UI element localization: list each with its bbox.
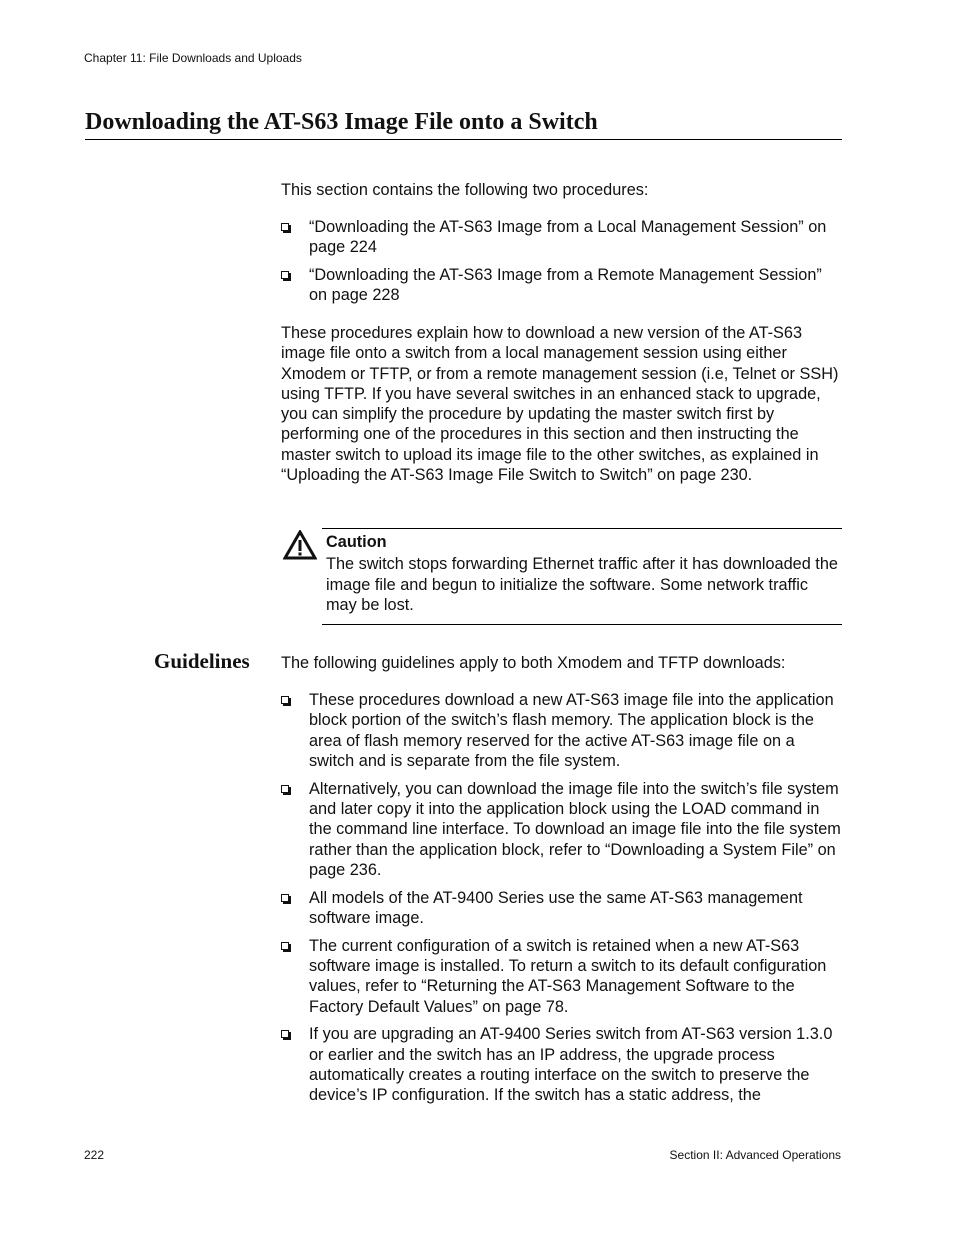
guideline-item-text: Alternatively, you can download the image file into the switch’s file system and later copy it into the application block using the LOAD command in the command line interface. To download an image file into the file system rather than the application block, refer to “Downloading a System File” on page 236. bbox=[309, 779, 841, 879]
caution-block bbox=[322, 528, 842, 625]
procedure-item-text: “Downloading the AT-S63 Image from a Remote Management Session” on page 228 bbox=[309, 266, 822, 305]
explanation-paragraph: These procedures explain how to download a new version of the AT-S63 image file onto a switch from a local management session using either Xmodem or TFTP, or from a remote management session (i.e, Telnet or SSH) using TFTP. If you have several switches in an enhanced stack to upgrade, you can simplify the procedure by updating the master switch first by performing one of the procedures in this section and then instructing the master switch to upload its image file to the other switches, as explained in “Uploading the AT-S63 Image File Switch to Switch” on page 230. bbox=[281, 324, 839, 485]
caution-title: Caution bbox=[326, 533, 387, 551]
guidelines-intro-block bbox=[281, 653, 841, 673]
procedure-item-text: “Downloading the AT-S63 Image from a Local Management Session” on page 224 bbox=[309, 218, 827, 257]
guidelines-heading: Guidelines bbox=[154, 649, 250, 673]
footer-section-name: Section II: Advanced Operations bbox=[669, 1148, 841, 1162]
guideline-item-text: If you are upgrading an AT-9400 Series switch from AT-S63 version 1.3.0 or earlier and the switch has an IP address, the upgrade process automatically creates a routing interface on the switch to preserve the device’s IP configuration. If the switch has a static address, the bbox=[309, 1025, 833, 1105]
guideline-item bbox=[281, 888, 841, 929]
guideline-item-text: These procedures download a new AT-S63 image file into the application block portion of the switch’s flash memory. The application block is the area of flash memory reserved for the active AT-S63 image file on a switch and is separate from the file system. bbox=[309, 691, 834, 770]
guideline-item bbox=[281, 936, 841, 1017]
procedure-list bbox=[281, 217, 841, 306]
guidelines-intro: The following guidelines apply to both Xmodem and TFTP downloads: bbox=[281, 654, 786, 672]
guidelines-list-block bbox=[281, 690, 841, 1113]
box-bullet-icon bbox=[281, 894, 289, 902]
caution-text: The switch stops forwarding Ethernet traffic after it has downloaded the image file and begun to initialize the software. Some network traffic may be lost. bbox=[326, 555, 838, 614]
guideline-item-text: All models of the AT-9400 Series use the same AT-S63 management software image. bbox=[309, 888, 803, 927]
running-head: Chapter 11: File Downloads and Uploads bbox=[84, 51, 302, 65]
box-bullet-icon bbox=[281, 223, 289, 231]
box-bullet-icon bbox=[281, 271, 289, 279]
procedure-list-block bbox=[281, 217, 841, 313]
procedure-item-local bbox=[281, 217, 841, 258]
warning-triangle-icon bbox=[283, 530, 317, 560]
guideline-item bbox=[281, 690, 841, 771]
intro-paragraph: This section contains the following two procedures: bbox=[281, 181, 649, 199]
box-bullet-icon bbox=[281, 696, 289, 704]
intro-block bbox=[281, 180, 841, 200]
explanation-block bbox=[281, 323, 841, 485]
guideline-item-text: The current configuration of a switch is retained when a new AT-S63 software image is installed. To return a switch to its default configuration values, refer to “Returning the AT-S63 Management Software to the Factory Default Values” on page 78. bbox=[309, 936, 827, 1016]
guideline-item bbox=[281, 779, 841, 880]
procedure-item-remote bbox=[281, 265, 841, 306]
guideline-item bbox=[281, 1024, 841, 1105]
box-bullet-icon bbox=[281, 942, 289, 950]
guidelines-list bbox=[281, 690, 841, 1106]
section-title: Downloading the AT-S63 Image File onto a Switch bbox=[85, 107, 842, 140]
page-number: 222 bbox=[84, 1148, 105, 1162]
box-bullet-icon bbox=[281, 1030, 289, 1038]
box-bullet-icon bbox=[281, 785, 289, 793]
